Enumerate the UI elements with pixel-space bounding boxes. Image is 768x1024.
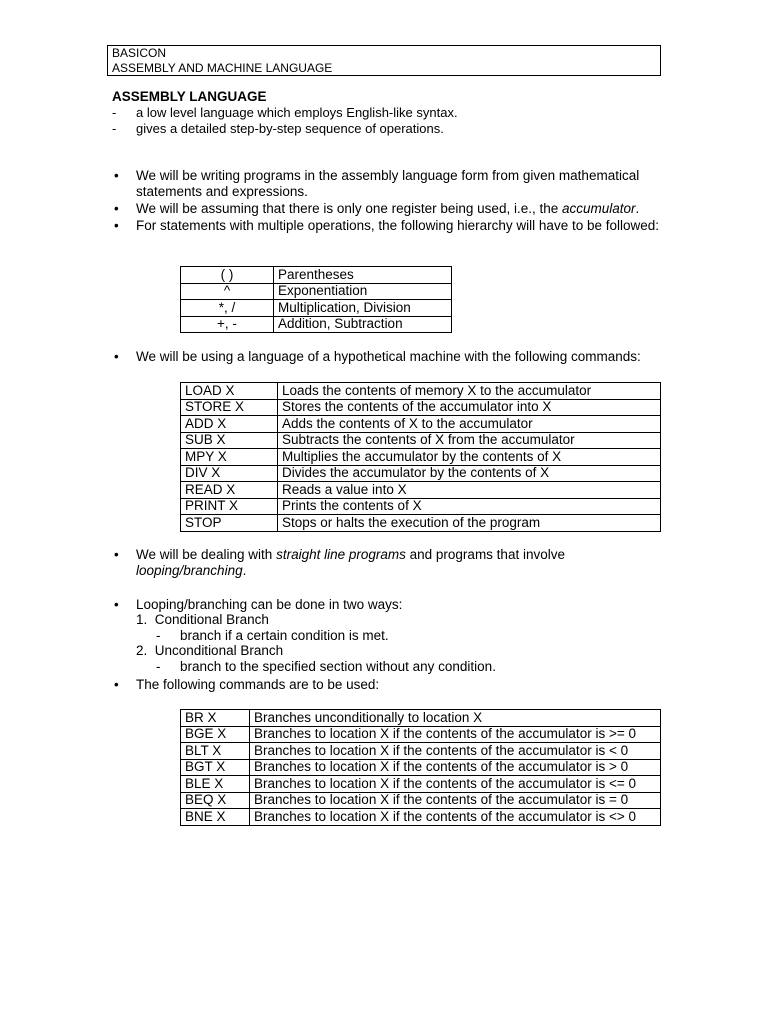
table-cell: Stores the contents of the accumulator into X xyxy=(278,399,661,416)
bullet-item: • We will be writing programs in the assembly language form from given mathematical statements and expressions. xyxy=(114,168,640,199)
table-cell: Stops or halts the execution of the program xyxy=(278,515,661,532)
table-cell: Reads a value into X xyxy=(278,482,661,499)
table-row xyxy=(181,498,661,515)
table-cell: BLT X xyxy=(181,743,250,760)
table-row xyxy=(181,432,661,449)
table-row xyxy=(181,300,452,317)
table-row xyxy=(181,316,452,333)
table-cell: Branches to location X if the contents of the accumulator is <> 0 xyxy=(250,809,661,826)
bullet-item: • Looping/branching can be done in two ways: xyxy=(114,597,403,612)
bullet-item: • We will be dealing with straight line programs and programs that involve looping/branching. xyxy=(114,547,565,578)
table-cell: Multiplies the accumulator by the contents of X xyxy=(278,449,661,466)
table-cell: Branches to location X if the contents of the accumulator is >= 0 xyxy=(250,726,661,743)
table-row xyxy=(181,515,661,532)
table-row xyxy=(181,283,452,300)
table-cell: *, / xyxy=(181,300,274,317)
bullet-item: • We will be using a language of a hypothetical machine with the following commands: xyxy=(114,349,641,364)
document-header xyxy=(107,45,661,76)
table-row xyxy=(181,743,661,760)
table-cell: DIV X xyxy=(181,465,278,482)
table-cell: Adds the contents of X to the accumulator xyxy=(278,416,661,433)
table-row xyxy=(181,465,661,482)
table-cell: PRINT X xyxy=(181,498,278,515)
table-cell: BGE X xyxy=(181,726,250,743)
sub-item: - branch if a certain condition is met. xyxy=(156,628,389,643)
table-row xyxy=(181,267,452,284)
table-row xyxy=(181,776,661,793)
table-cell: Subtracts the contents of X from the accumulator xyxy=(278,432,661,449)
table-cell: Parentheses xyxy=(274,267,452,284)
table-row xyxy=(181,449,661,466)
hierarchy-table xyxy=(180,266,452,333)
table-row xyxy=(181,759,661,776)
table-row xyxy=(181,726,661,743)
table-cell: BR X xyxy=(181,710,250,727)
table-cell: Exponentiation xyxy=(274,283,452,300)
table-cell: BGT X xyxy=(181,759,250,776)
table-cell: Branches to location X if the contents of the accumulator is = 0 xyxy=(250,792,661,809)
table-cell: SUB X xyxy=(181,432,278,449)
table-row xyxy=(181,416,661,433)
table-row xyxy=(181,809,661,826)
section-title: ASSEMBLY LANGUAGE xyxy=(112,89,267,104)
bullet-item: • The following commands are to be used: xyxy=(114,677,380,692)
table-row xyxy=(181,710,661,727)
table-row xyxy=(181,399,661,416)
table-cell: LOAD X xyxy=(181,383,278,400)
table-cell: ADD X xyxy=(181,416,278,433)
numbered-item: 2. Unconditional Branch xyxy=(136,643,284,658)
table-cell: STOP xyxy=(181,515,278,532)
header-subject: ASSEMBLY AND MACHINE LANGUAGE xyxy=(112,61,333,75)
table-cell: Multiplication, Division xyxy=(274,300,452,317)
table-cell: BNE X xyxy=(181,809,250,826)
table-cell: Prints the contents of X xyxy=(278,498,661,515)
table-row xyxy=(181,383,661,400)
table-cell: READ X xyxy=(181,482,278,499)
header-course: BASICON xyxy=(112,46,167,60)
bullet-item: • For statements with multiple operations, the following hierarchy will have to be followed: xyxy=(114,218,660,233)
table-row xyxy=(181,482,661,499)
table-cell: BLE X xyxy=(181,776,250,793)
table-cell: Loads the contents of memory X to the accumulator xyxy=(278,383,661,400)
commands-table xyxy=(180,382,661,532)
bullet-item: • We will be assuming that there is only one register being used, i.e., the accumulator. xyxy=(114,201,640,216)
table-cell: Branches to location X if the contents of the accumulator is > 0 xyxy=(250,759,661,776)
table-cell: ( ) xyxy=(181,267,274,284)
table-cell: BEQ X xyxy=(181,792,250,809)
table-cell: MPY X xyxy=(181,449,278,466)
numbered-item: 1. Conditional Branch xyxy=(136,612,269,627)
branch-table xyxy=(180,709,661,826)
table-cell: Branches unconditionally to location X xyxy=(250,710,661,727)
table-cell: Branches to location X if the contents of the accumulator is < 0 xyxy=(250,743,661,760)
table-cell: STORE X xyxy=(181,399,278,416)
table-cell: Divides the accumulator by the contents of X xyxy=(278,465,661,482)
table-cell: ^ xyxy=(181,283,274,300)
table-cell: Branches to location X if the contents of the accumulator is <= 0 xyxy=(250,776,661,793)
table-cell: Addition, Subtraction xyxy=(274,316,452,333)
table-cell: +, - xyxy=(181,316,274,333)
sub-item: - branch to the specified section without any condition. xyxy=(156,659,496,674)
table-row xyxy=(181,792,661,809)
